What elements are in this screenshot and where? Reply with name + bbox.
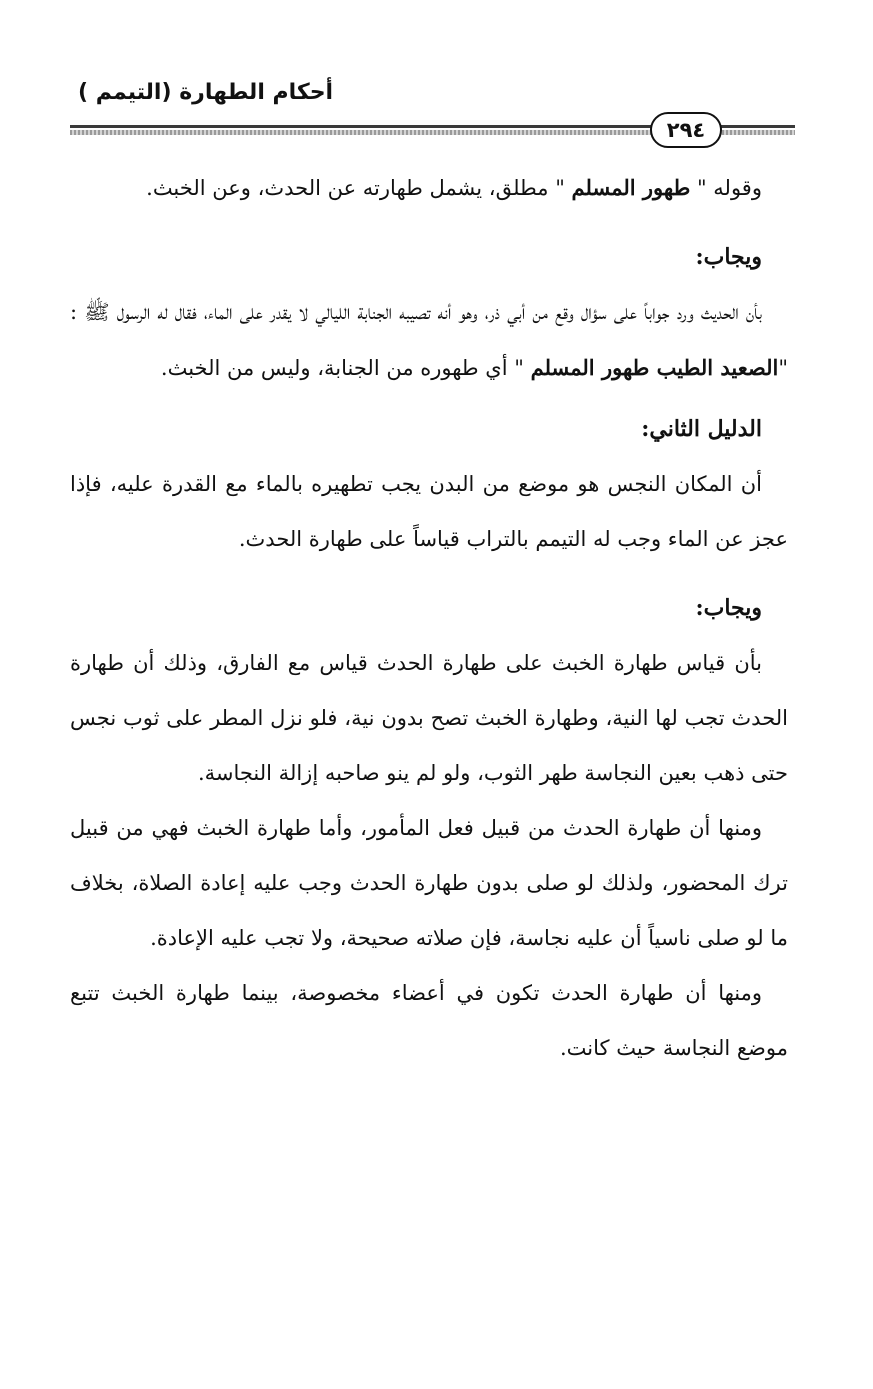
- paragraph-2: [70, 285, 788, 396]
- paragraph-2-text-b: " أي طهوره من الجنابة، وليس من الخبث.: [160, 356, 524, 380]
- page-body: [70, 160, 788, 1076]
- hadith-quote-2: الصعيد الطيب طهور المسلم: [530, 355, 779, 380]
- heading-response-2: ويجاب:: [695, 595, 762, 621]
- heading-response-1: ويجاب:: [695, 244, 762, 270]
- paragraph-1-text-a: وقوله ": [696, 176, 762, 200]
- heading-second-evidence: الدليل الثاني:: [641, 416, 762, 442]
- paragraph-6: ومنها أن طهارة الحدث تكون في أعضاء مخصوصة، بينما طهارة الخبث تتبع موضع النجاسة حيث كانت.: [70, 981, 788, 1060]
- hadith-quote-1: طهور المسلم: [571, 175, 691, 200]
- page-number: ٢٩٤: [650, 112, 722, 148]
- page-header: [70, 78, 795, 148]
- paragraph-1-text-b: " مطلق، يشمل طهارته عن الحدث، وعن الخبث.: [146, 176, 565, 200]
- spacer: [70, 567, 788, 581]
- paragraph-4: بأن قياس طهارة الخبث على طهارة الحدث قياس مع الفارق، وذلك أن طهارة الحدث تجب لها النية، وطهارة الخبث تصح بدون نية، فلو نزل المطر على ثوب نجس حتى ذهب بعين النجاسة طهر الثوب، ولو لم ينو صاحبه إزالة النجاسة.: [70, 651, 788, 785]
- paragraph-1: [70, 160, 788, 216]
- running-title: أحكام الطهارة (التيمم ): [78, 80, 334, 105]
- spacer: [70, 216, 788, 230]
- paragraph-2-text-a: بأن الحديث ورد جواباً على سؤال وقع من أبي ذر، وهو أنه تصيبه الجنابة الليالي لا يقدر على الماء، فقال له الرسول ﷺ : ": [70, 300, 788, 380]
- paragraph-5: ومنها أن طهارة الحدث من قبيل فعل المأمور، وأما طهارة الخبث فهي من قبيل ترك المحضور، ولذلك لو صلى بدون طهارة الحدث وجب عليه إعادة الصلاة، بخلاف ما لو صلى ناسياً أن عليه نجاسة، فإن صلاته صحيحة، ولا تجب عليه الإعادة.: [70, 816, 788, 950]
- paragraph-3: أن المكان النجس هو موضع من البدن يجب تطهيره بالماء مع القدرة عليه، فإذا عجز عن الماء وجب له التيمم بالتراب قياساً على طهارة الحدث.: [70, 472, 788, 551]
